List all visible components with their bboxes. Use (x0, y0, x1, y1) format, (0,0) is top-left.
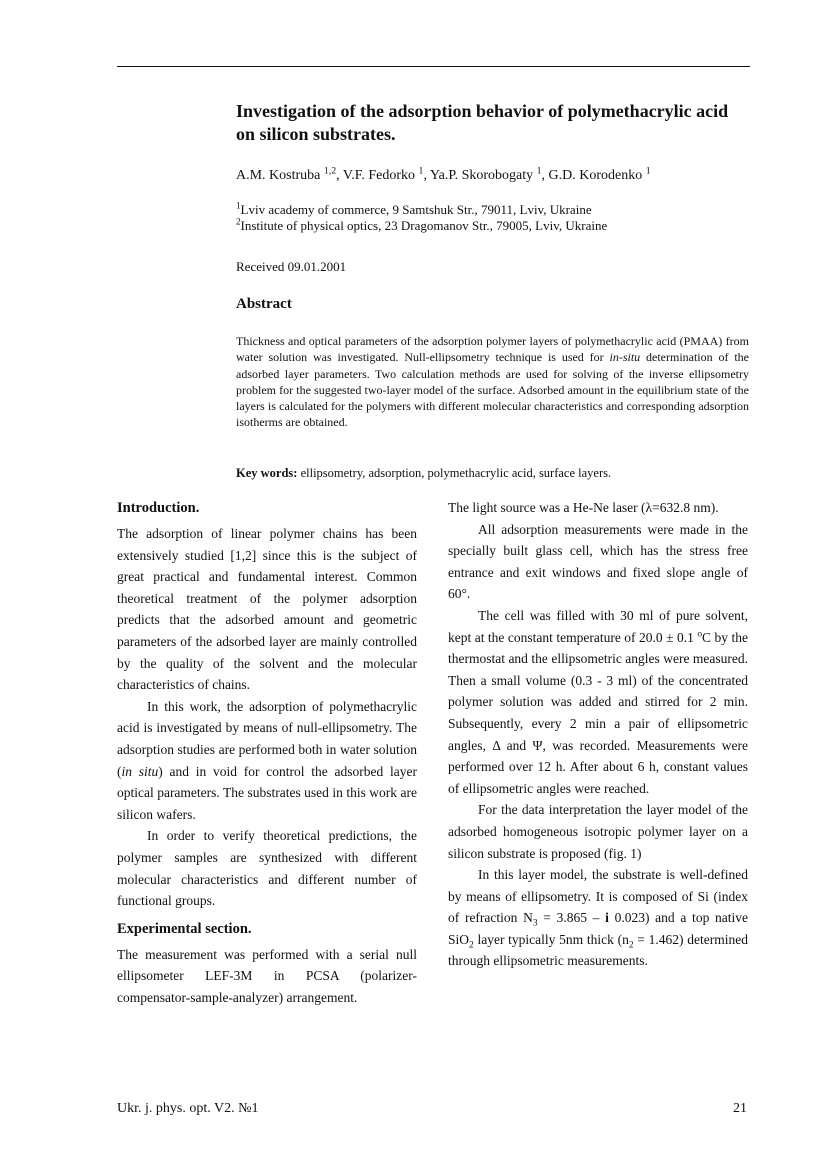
abstract-heading: Abstract (236, 296, 292, 312)
experimental-paragraph-2: The light source was a He-Ne laser (λ=632.8 nm). (448, 500, 719, 515)
paper-title: Investigation of the adsorption behavior of polymethacrylic acid on silicon substrates. (236, 101, 729, 144)
right-column (448, 497, 748, 972)
author-name: Ya.P. Skorobogaty (429, 168, 537, 183)
affiliation-item: $^2$Institute of physical optics, 23 Dragomanov Str., 79005, Lviv, Ukraine (236, 216, 608, 233)
author-affiliation-mark: 1 (536, 165, 542, 177)
experimental-heading: Experimental section. (117, 920, 252, 937)
header-rule (117, 66, 750, 67)
journal-reference: Ukr. j. phys. opt. V2. №1 (117, 1101, 259, 1116)
intro-paragraph-3: In order to verify theoretical predictions, the polymer samples are synthesized with different molecular characteristics and different number of functional groups. (117, 828, 417, 909)
keywords-label: Key words: (236, 466, 298, 480)
experimental-paragraph-5: For the data interpretation the layer model of the adsorbed homogeneous isotropic polymer layer on a silicon substrate is proposed (fig. 1) (448, 802, 748, 861)
keywords-text: ellipsometry, adsorption, polymethacrylic acid, surface layers. (297, 466, 612, 480)
introduction-heading: Introduction. (117, 500, 200, 516)
author-affiliation-mark: 1 (418, 165, 424, 177)
received-date: Received 09.01.2001 (236, 259, 347, 274)
page-number: 21 (733, 1101, 747, 1116)
affiliation-list (236, 202, 607, 234)
experimental-paragraph-1: The measurement was performed with a serial null ellipsometer LEF-3M in PCSA (polarizer-compensator-sample-analyzer) arrangement. (117, 946, 417, 1005)
author-list: A.M. Kostruba $^{1,2}$, V.F. Fedorko $^1$, Ya.P. Skorobogaty $^1$, G.D. Korodenko $^1$ (236, 165, 651, 183)
intro-paragraph-1: The adsorption of linear polymer chains has been extensively studied [1,2] since this is the subject of great practical and fundamental interest. Common theoretical treatment of the polymer adsorption predicts that the adsorbed amount and geometric parameters of the adsorbed layer are mainly controlled by the quality of the solvent and the molecular characteristics of chains. (117, 526, 417, 693)
abstract-text: Thickness and optical parameters of the adsorption polymer layers of polymethacrylic acid (PMAA) from water solution was investigated. Null-ellipsometry technique is used for in-situ determination of the adsorbed layer parameters. Two calculation methods are used for solving of the inverse ellipsometry problem for the suggested two-layer model of the surface. Adsorbed amount in the equilibrium state of the layers is calculated for the polymers with different molecular characteristics and corresponding adsorption isotherms are obtained. (236, 334, 749, 430)
experimental-paragraph-4: The cell was filled with 30 ml of pure solvent, kept at the constant temperature of 20.0 ± 0.1 $^o$C by the thermostat and the ellipsometric angles were measured. Then a small volume (0.3 - 3 ml) of the concentrated polymer solution was added and stirred for 2 min. Subsequently, every 2 min a pair of ellipsometric angles, Δ and Ψ, was recorded. Measurements were performed over 12 h. After about 6 h, constant values of ellipsometric angles were reached. (448, 607, 748, 796)
author-name: A.M. Kostruba (236, 168, 324, 183)
author-name: G.D. Korodenko (548, 168, 646, 183)
experimental-paragraph-6: In this layer model, the substrate is well-defined by means of ellipsometry. It is composed of Si (index of refraction $N_3 = 3.865 - i$ 0.023) and a top native SiO$_2$ layer typically 5nm thick $(n_2 = 1.462)$ determined through ellipsometric measurements. (448, 867, 748, 969)
author-affiliation-mark: 1 (645, 165, 651, 177)
author-name: V.F. Fedorko (342, 168, 419, 183)
affiliation-item: $^1$Lviv academy of commerce, 9 Samtshuk Str., 79011, Lviv, Ukraine (236, 200, 592, 217)
experimental-paragraph-3: All adsorption measurements were made in the specially built glass cell, which has the stress free entrance and exit windows and fixed slope angle of 60°. (448, 521, 748, 602)
keywords (236, 466, 749, 481)
left-column (117, 497, 417, 1008)
intro-paragraph-2: In this work, the adsorption of polymethacrylic acid is investigated by means of null-ellipsometry. The adsorption studies are performed both in water solution (in situ) and in void for control the adsorbed layer optical parameters. The substrates used in this work are silicon wafers. (117, 698, 417, 822)
abstract-emphasis: in-situ (609, 350, 641, 365)
author-affiliation-mark: 1,2 (323, 165, 337, 177)
